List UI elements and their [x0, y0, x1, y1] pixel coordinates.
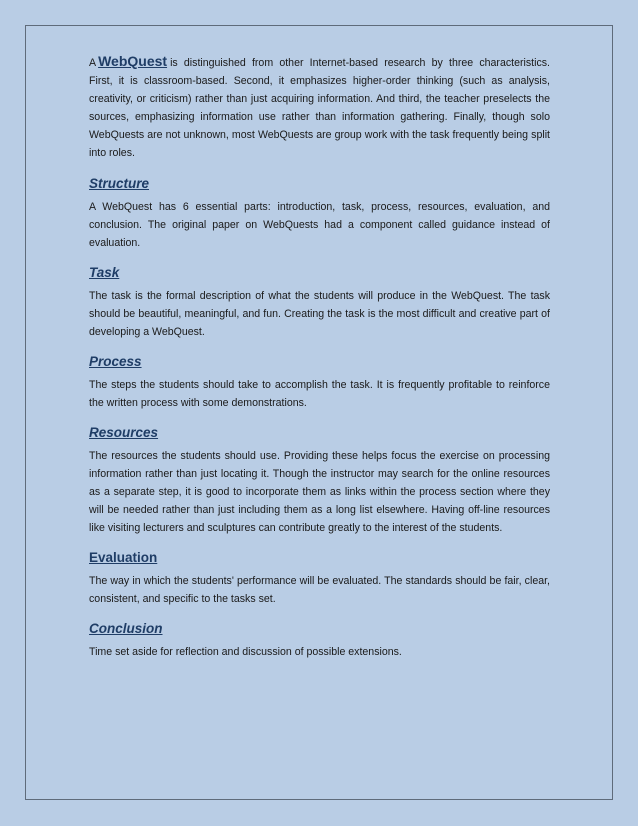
heading-conclusion: Conclusion — [89, 621, 163, 636]
intro-lead: A — [89, 57, 97, 69]
section-conclusion — [89, 619, 550, 661]
heading-resources: Resources — [89, 425, 159, 440]
section-resources — [89, 423, 550, 537]
conclusion-text: Time set aside for reflection and discussion of possible extensions. — [89, 646, 402, 658]
section-structure — [89, 174, 550, 252]
resources-text: The resources the students should use. Providing these helps focus the exercise on processing information rather than just locating it. Though the instructor may search for the online resources as a separate step, it is good to incorporate them as links within the process section where they will be needed rather than just including them as a long list elsewhere. Having off-line resources like visiting lecturers and sculptures can contribute greatly to the interest of the students. — [89, 450, 550, 534]
process-text: The steps the students should take to accomplish the task. It is frequently profitable to reinforce the written process with some demonstrations. — [89, 379, 550, 409]
intro-paragraph — [89, 52, 550, 162]
heading-evaluation: Evaluation — [89, 550, 158, 565]
document-body — [89, 52, 550, 672]
intro-text: is distinguished from other Internet-based research by three characteristics. First, it is classroom-based. Second, it emphasizes higher-order thinking (such as analysis, creativity, or criticism) rather than just acquiring information. And third, the teacher preselects the sources, emphasizing information use rather than information gathering. Finally, though solo WebQuests are not unknown, most WebQuests are group work with the task frequently being split into roles. — [89, 57, 550, 159]
structure-text: A WebQuest has 6 essential parts: introduction, task, process, resources, evaluation, and conclusion. The original paper on WebQuests had a component called guidance instead of evaluation. — [89, 201, 550, 249]
evaluation-text: The way in which the students' performance will be evaluated. The standards should be fair, clear, consistent, and specific to the tasks set. — [89, 575, 550, 605]
task-text: The task is the formal description of what the students will produce in the WebQuest. The task should be beautiful, meaningful, and fun. Creating the task is the most difficult and creative part of developing a WebQuest. — [89, 290, 550, 338]
webquest-keyword: WebQuest — [98, 53, 168, 69]
heading-structure: Structure — [89, 176, 150, 191]
section-task — [89, 263, 550, 341]
heading-task: Task — [89, 265, 120, 280]
heading-process: Process — [89, 354, 142, 369]
section-evaluation — [89, 548, 550, 608]
section-process — [89, 352, 550, 412]
